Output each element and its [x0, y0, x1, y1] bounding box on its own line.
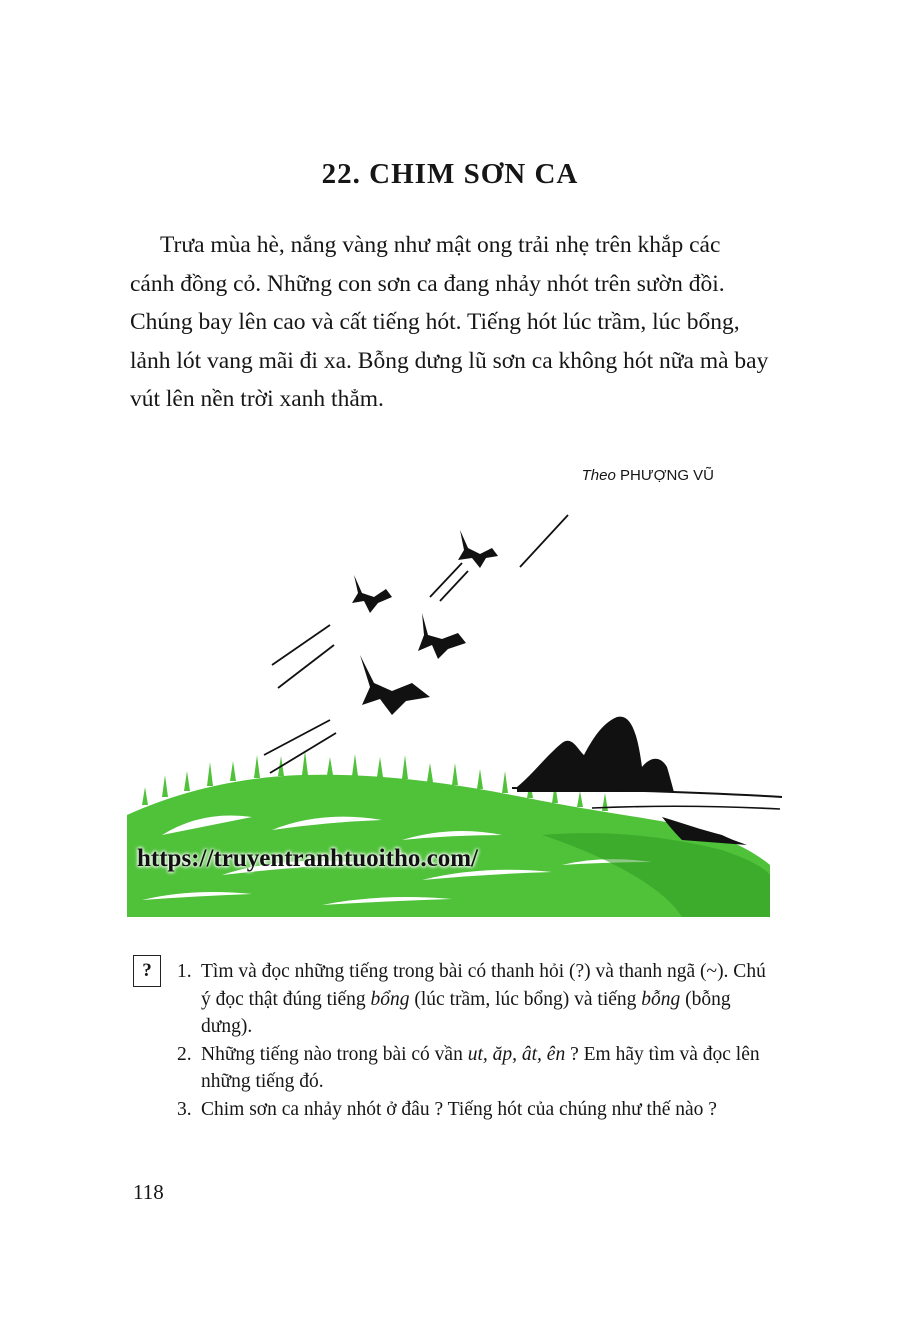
- exercise-item: [177, 1096, 777, 1124]
- question-marker: ?: [133, 955, 161, 987]
- reading-passage: [130, 226, 770, 419]
- exercise-item: [177, 958, 777, 1041]
- exercise-text: Tìm và đọc những tiếng trong bài có thanh hỏi (?) và thanh ngã (~). Chú ý đọc thật đúng tiếng: [201, 961, 766, 1010]
- bird-lower: [360, 655, 430, 715]
- passage-text: Trưa mùa hè, nắng vàng như mật ong trải nhẹ trên khắp các cánh đồng cỏ. Những con sơn ca đang nhảy nhót trên sườn đồi. Chúng bay lên cao và cất tiếng hót. Tiếng hót lúc trầm, lúc bổng, lảnh lót vang mãi đi xa. Bỗng dưng lũ sơn ca không hót nữa mà bay vút lên nền trời xanh thẳm.: [130, 232, 769, 412]
- exercise-number: 2.: [177, 1043, 192, 1065]
- lesson-title: 22. CHIM SƠN CA: [321, 158, 579, 190]
- exercise-text: ? Em hãy tìm và đọc lên những tiếng đó.: [201, 1043, 760, 1092]
- exercise-text: Những tiếng nào trong bài có vần: [201, 1043, 468, 1065]
- bird-top: [458, 530, 498, 568]
- distant-mountain: [517, 717, 674, 792]
- author-credit: [582, 467, 714, 484]
- exercise-text: (bỗng dưng).: [201, 988, 731, 1037]
- bird-middle: [418, 613, 466, 659]
- watermark-url: https://truyentranhtuoitho.com/: [137, 845, 478, 872]
- credit-prefix: Theo: [581, 467, 616, 484]
- page-number: 118: [133, 1180, 164, 1204]
- shore-line-2: [592, 806, 780, 809]
- exercise-list: [177, 958, 777, 1123]
- exercise-text: (lúc trầm, lúc bổng) và tiếng: [409, 988, 642, 1010]
- credit-author: PHƯỢNG VŨ: [619, 467, 714, 484]
- exercise-text: Chim sơn ca nhảy nhót ở đâu ? Tiếng hót của chúng như thế nào ?: [201, 1098, 717, 1120]
- exercise-emphasis: bỗng: [641, 988, 681, 1010]
- exercise-item: [177, 1041, 777, 1096]
- exercise-emphasis: bổng: [370, 988, 410, 1010]
- motion-streaks: [264, 515, 568, 773]
- exercise-emphasis: ut, ăp, ât, ên: [467, 1043, 566, 1065]
- exercise-number: 3.: [177, 1098, 192, 1120]
- exercise-number: 1.: [177, 961, 192, 982]
- bird-left: [352, 575, 392, 613]
